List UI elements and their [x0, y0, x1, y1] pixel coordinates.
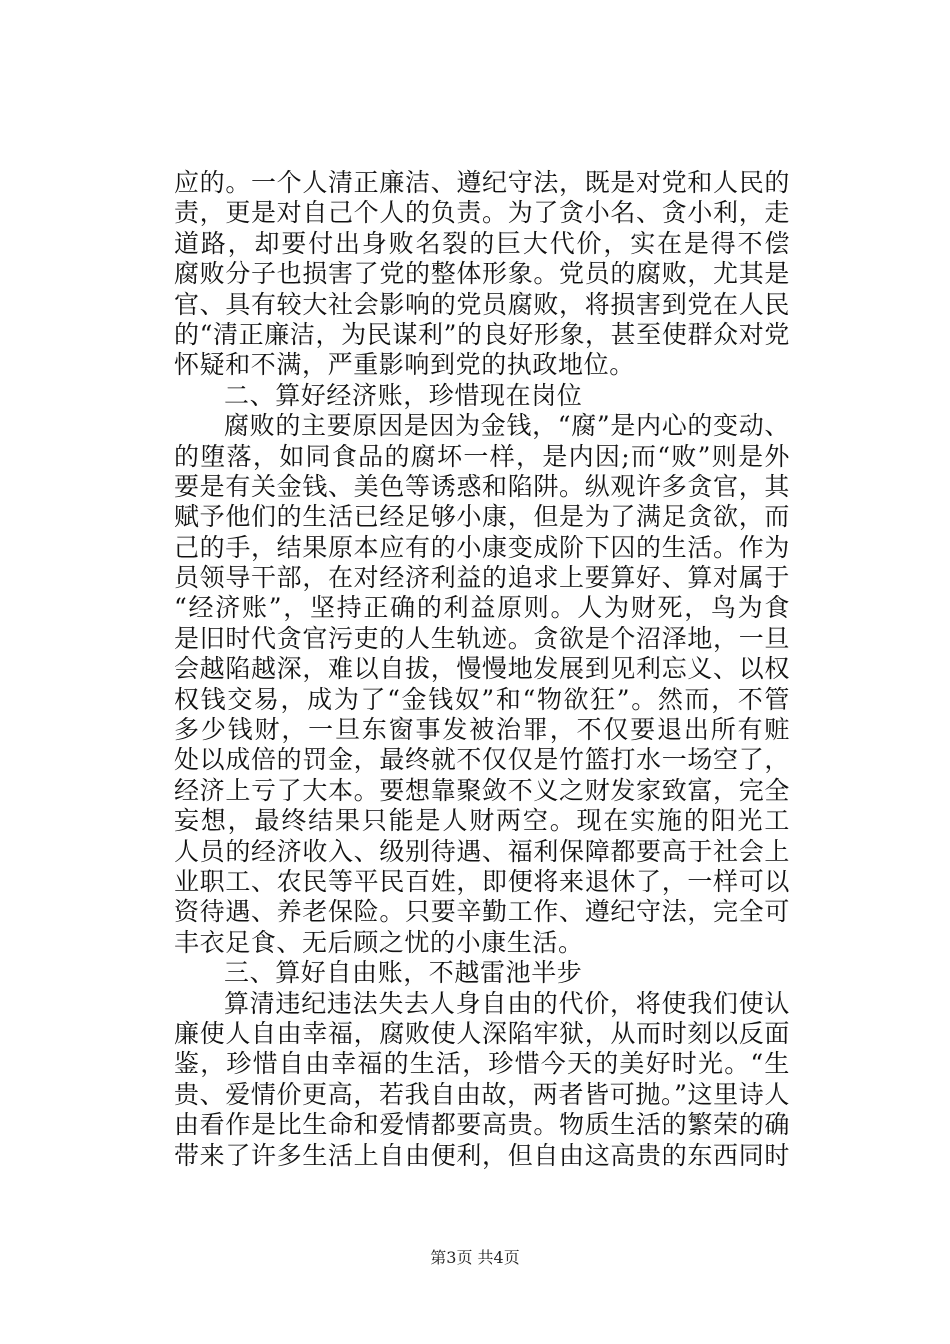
text-line: 带来了许多生活上自由便利，但自由这高贵的东西同时: [174, 1140, 790, 1170]
text-line: 己的手，结果原本应有的小康变成阶下囚的生活。作为: [174, 532, 790, 562]
text-line: 妄想，最终结果只能是人财两空。现在实施的阳光工: [174, 806, 790, 836]
text-line: 丰衣足食、无后顾之忧的小康生活。: [174, 927, 584, 957]
text-line: 廉使人自由幸福，腐败使人深陷牢狱，从而时刻以反面: [174, 1018, 790, 1048]
text-line: 由看作是比生命和爱情都要高贵。物质生活的繁荣的确: [174, 1110, 790, 1140]
text-line: 权钱交易，成为了“金钱奴”和“物欲狂”。然而，不管: [174, 684, 790, 714]
text-line: 处以成倍的罚金，最终就不仅仅是竹篮打水一场空了，: [174, 745, 790, 775]
text-line: 要是有关金钱、美色等诱惑和陷阱。纵观许多贪官，其: [174, 471, 790, 501]
text-line: 多少钱财，一旦东窗事发被治罪，不仅要退出所有赃: [174, 715, 790, 745]
text-line: 贵、爱情价更高，若我自由故，两者皆可抛。”这里诗人: [174, 1079, 790, 1109]
text-line: 二、算好经济账，珍惜现在岗位: [224, 380, 583, 410]
text-line: 怀疑和不满，严重影响到党的执政地位。: [174, 350, 635, 380]
text-line: 官、具有较大社会影响的党员腐败，将损害到党在人民: [174, 289, 790, 319]
text-line: 鉴，珍惜自由幸福的生活，珍惜今天的美好时光。“生: [174, 1049, 790, 1079]
page-footer: 第3页 共4页: [430, 1248, 520, 1267]
text-line: 责，更是对自己个人的负责。为了贪小名、贪小利，走: [174, 198, 790, 228]
text-line: 的“清正廉洁，为民谋利”的良好形象，甚至使群众对党: [174, 319, 790, 349]
text-line: “经济账”，坚持正确的利益原则。人为财死，鸟为食: [174, 593, 790, 623]
text-line: 资待遇、养老保险。只要辛勤工作、遵纪守法，完全可: [174, 897, 790, 927]
text-line: 业职工、农民等平民百姓，即便将来退休了，一样可以: [174, 866, 790, 896]
text-line: 会越陷越深，难以自拔，慢慢地发展到见利忘义、以权: [174, 654, 790, 684]
text-line: 腐败分子也损害了党的整体形象。党员的腐败，尤其是: [174, 259, 790, 289]
text-line: 人员的经济收入、级别待遇、福利保障都要高于社会上: [174, 836, 790, 866]
body-text: [174, 168, 790, 1171]
text-line: 员领导干部，在对经济利益的追求上要算好、算对属于: [174, 563, 790, 593]
text-line: 腐败的主要原因是因为金钱，“腐”是内心的变动、: [224, 411, 790, 441]
text-line: 三、算好自由账，不越雷池半步: [224, 958, 583, 988]
text-line: 的堕落，如同食品的腐坏一样，是内因;而“败”则是外: [174, 441, 790, 471]
text-line: 是旧时代贪官污吏的人生轨迹。贪欲是个沼泽地，一旦: [174, 623, 790, 653]
text-line: 道路，却要付出身败名裂的巨大代价，实在是得不偿: [174, 228, 790, 258]
text-line: 算清违纪违法失去人身自由的代价，将使我们使认: [224, 988, 790, 1018]
text-line: 应的。一个人清正廉洁、遵纪守法，既是对党和人民的: [174, 168, 790, 197]
text-line: 赋予他们的生活已经足够小康，但是为了满足贪欲，而: [174, 502, 790, 532]
text-line: 经济上亏了大本。要想靠聚敛不义之财发家致富，完全: [174, 775, 790, 805]
